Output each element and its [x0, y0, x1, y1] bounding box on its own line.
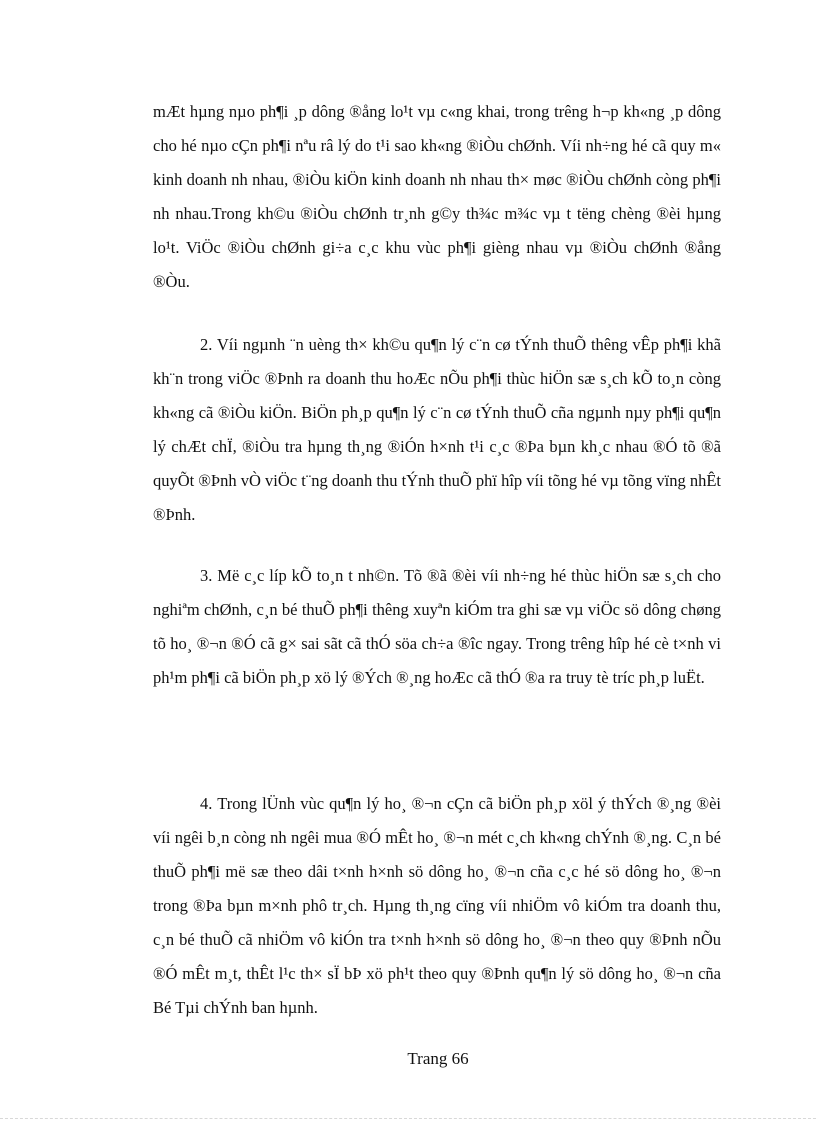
page-bottom-divider [0, 1118, 816, 1119]
paragraph-3: 3. Më c¸c líp kÕ to¸n t nh©n. Tõ ®ã ®èi víi nh÷ng hé thùc hiÖn sæ s¸ch cho nghiªm chØnh, c¸n bé thuÕ ph¶i thêng xuyªn kiÓm tra ghi sæ vµ viÖc sö dông chøng tõ ho¸ ®¬n ®Ó cã g× sai sãt cã thÓ söa ch÷a ®îc ngay. Trong trêng hîp hé cè t×nh vi ph¹m ph¶i cã biÖn ph¸p xö lý ®Ých ®¸ng hoÆc cã thÓ ®a ra truy tè tríc ph¸p luËt. [153, 566, 721, 687]
paragraph-4: 4. Trong lÜnh vùc qu¶n lý ho¸ ®¬n cÇn cã biÖn ph¸p xöl ý thÝch ®¸ng ®èi víi ngêi b¸n còng nh ngêi mua ®Ó mÊt ho¸ ®¬n mét c¸ch kh«ng chÝnh ®¸ng. C¸n bé thuÕ ph¶i më sæ theo dâi t×nh h×nh sö dông ho¸ ®¬n cña c¸c hé sö dông ho¸ ®¬n trong ®Þa bµn m×nh phô tr¸ch. Hµng th¸ng cïng víi nhiÖm vô kiÓm tra doanh thu, c¸n bé thuÕ cã nhiÖm vô kiÓn tra t×nh h×nh sö dông ho¸ ®¬n theo quy ®Þnh nÕu ®Ó mÊt m¸t, thÊt l¹c th× sÏ bÞ xö ph¹t theo quy ®Þnh qu¶n lý sö dông ho¸ ®¬n cña Bé Tµi chÝnh ban hµnh. [153, 794, 721, 1017]
page-number: Trang 66 [407, 1049, 469, 1068]
paragraph-2: 2. Víi ngµnh ¨n uèng th× kh©u qu¶n lý c¨n cø tÝnh thuÕ thêng vÊp ph¶i khã kh¨n trong viÖc ®Þnh ra doanh thu hoÆc nÕu ph¶i thùc hiÖn sæ s¸ch kÕ to¸n còng kh«ng cã ®iÒu kiÖn. BiÖn ph¸p qu¶n lý c¨n cø tÝnh thuÕ cña ngµnh nµy ph¶i qu¶n lý chÆt chÏ, ®iÒu tra hµng th¸ng ®iÓn h×nh t¹i c¸c ®Þa bµn kh¸c nhau ®Ó tõ ®ã quyÕt ®Þnh vÒ viÖc t¨ng doanh thu tÝnh thuÕ phï hîp víi tõng hé vµ tõng vïng nhÊt ®Þnh. [153, 335, 721, 524]
paragraph-1: mÆt hµng nµo ph¶i ¸p dông ®ång lo¹t vµ c«ng khai, trong trêng h¬p kh«ng ¸p dông cho hé nµo cÇn ph¶i nªu râ lý do t¹i sao kh«ng ®iÒu chØnh. Víi nh÷ng hé cã quy m« kinh doanh nh nhau, ®iÒu kiÖn kinh doanh nh nhau th× møc ®iÒu chØnh còng ph¶i nh nhau.Trong kh©u ®iÒu chØnh tr¸nh g©y th¾c m¾c vµ t tëng chèng ®èi hµng lo¹t. ViÖc ®iÒu chØnh gi÷a c¸c khu vùc ph¶i gièng nhau vµ ®iÒu chØnh ®ång ®Òu. [153, 102, 721, 291]
